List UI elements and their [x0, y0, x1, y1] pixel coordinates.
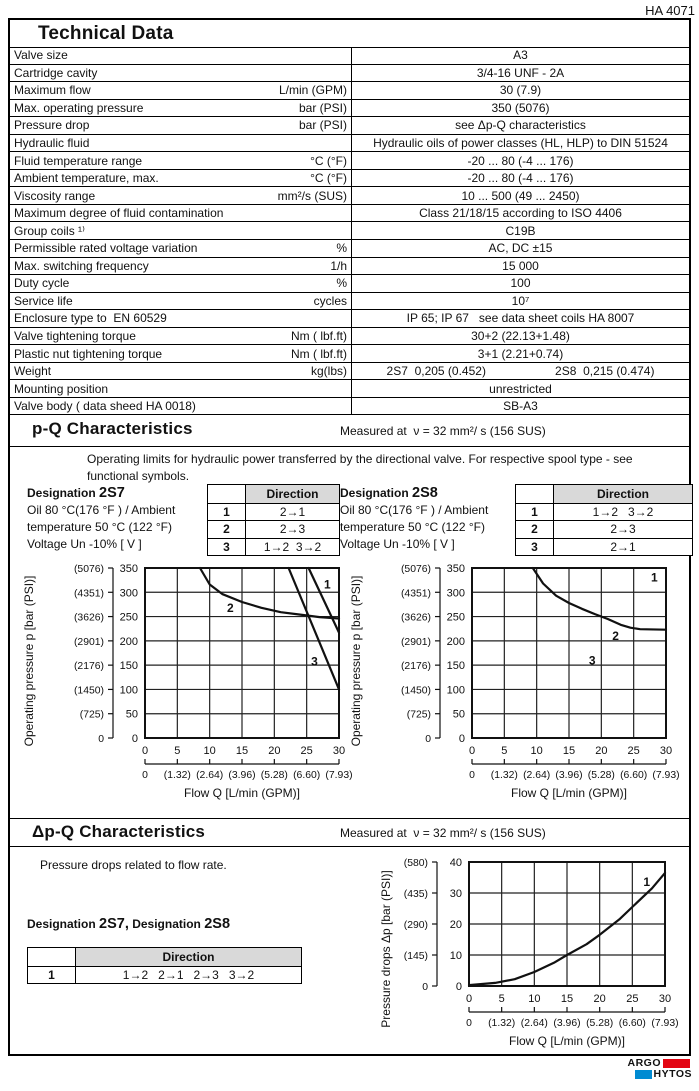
pq-intro-text: Operating limits for hydraulic power transferred by the directional valve. For respective spool type - see functional symbols. [87, 452, 633, 483]
direction-value: 2→3 [279, 522, 306, 537]
svg-text:100: 100 [119, 684, 138, 697]
logo-argo-text: ARGO [627, 1057, 661, 1069]
row-label: Cartridge cavity [14, 65, 98, 80]
section-title-pq: p-Q Characteristics [32, 418, 193, 438]
row-value-2s8: 2S8 0,215 (0.474) [555, 364, 655, 379]
svg-text:(7.93): (7.93) [651, 1018, 679, 1029]
pq-measured-note: Measured at ν = 32 mm²/ s (156 SUS) [340, 423, 546, 438]
svg-text:(6.60): (6.60) [618, 1018, 646, 1029]
svg-text:10: 10 [528, 993, 541, 1005]
row-value: see Δp-Q characteristics [455, 118, 586, 133]
svg-text:(2176): (2176) [73, 661, 104, 673]
table-row [10, 258, 689, 276]
dpq-chart [377, 852, 697, 1052]
svg-text:(4351): (4351) [73, 588, 104, 600]
row-unit: bar (PSI) [298, 100, 347, 115]
table-row [10, 293, 689, 311]
svg-text:Operating pressure p [bar (PSI: Operating pressure p [bar (PSI)] [349, 575, 363, 747]
row-unit: kg(lbs) [310, 364, 347, 379]
svg-text:350: 350 [119, 563, 138, 575]
direction-header: Direction [76, 948, 301, 966]
technical-data-header [10, 20, 689, 48]
direction-value: 2→1 [279, 504, 306, 519]
row-value: AC, DC ±15 [488, 241, 553, 256]
svg-text:350: 350 [446, 563, 465, 575]
dpq-measured-note: Measured at ν = 32 mm²/ s (156 SUS) [340, 826, 546, 840]
svg-text:(7.93): (7.93) [652, 770, 680, 781]
table-row [10, 170, 689, 188]
svg-text:(2.64): (2.64) [196, 770, 224, 781]
svg-text:1: 1 [324, 577, 331, 592]
row-label: Service life [14, 293, 73, 308]
logo-hytos-text: HYTOS [653, 1068, 692, 1080]
table-row [10, 398, 689, 416]
row-value: 100 [510, 276, 531, 291]
svg-text:250: 250 [119, 611, 138, 624]
svg-text:(3626): (3626) [73, 612, 104, 624]
designation-label: Designation [27, 486, 96, 500]
row-value: 15 000 [502, 258, 539, 273]
designation-code: 2S7 [99, 485, 125, 501]
svg-text:(580): (580) [403, 858, 428, 869]
svg-text:(1.32): (1.32) [490, 770, 518, 781]
row-unit: Nm ( lbf.ft) [291, 346, 347, 361]
svg-text:5: 5 [174, 745, 181, 757]
table-row [10, 205, 689, 223]
row-label: Mounting position [14, 381, 109, 396]
row-value: 10 ... 500 (49 ... 2450) [461, 188, 580, 203]
table-row [10, 345, 689, 363]
svg-text:20: 20 [595, 745, 608, 757]
svg-text:200: 200 [119, 635, 138, 648]
svg-text:(5.28): (5.28) [587, 770, 615, 781]
table-row [10, 328, 689, 346]
svg-text:(1.32): (1.32) [163, 770, 191, 781]
svg-text:Flow Q [L/min (GPM)]: Flow Q [L/min (GPM)] [183, 786, 301, 800]
row-value-2s7: 2S7 0,205 (0.452) [386, 364, 486, 379]
direction-header: Direction [554, 485, 692, 503]
svg-text:0: 0 [142, 770, 148, 781]
svg-text:Pressure drops Δp [bar (PSI)]: Pressure drops Δp [bar (PSI)] [379, 870, 393, 1028]
dpq-designation-line: Designation 2S7, Designation 2S8 [27, 916, 231, 932]
logo-red-block [663, 1059, 690, 1068]
svg-text:0: 0 [98, 734, 104, 745]
svg-text:20: 20 [449, 919, 462, 931]
row-value: 350 (5076) [491, 100, 550, 115]
svg-text:(2176): (2176) [400, 661, 431, 673]
svg-text:250: 250 [446, 611, 465, 624]
svg-text:(5076): (5076) [400, 564, 431, 575]
row-unit: % [336, 241, 347, 256]
svg-text:15: 15 [562, 745, 576, 757]
svg-text:(1450): (1450) [400, 685, 431, 697]
svg-text:30: 30 [449, 888, 462, 900]
row-unit: bar (PSI) [298, 118, 347, 133]
row-label: Valve tightening torque [14, 329, 136, 344]
svg-text:(725): (725) [406, 709, 431, 721]
table-row [10, 117, 689, 135]
table-row [10, 275, 689, 293]
svg-text:2: 2 [227, 600, 234, 615]
row-label: Enclosure type to EN 60529 [14, 311, 167, 326]
row-label: Duty cycle [14, 276, 70, 291]
direction-header: Direction [246, 485, 339, 503]
svg-text:300: 300 [446, 587, 465, 600]
designation-label: Designation [340, 486, 409, 500]
row-label: Group coils ¹⁾ [14, 223, 85, 238]
row-value: Class 21/18/15 according to ISO 4406 [419, 206, 622, 221]
row-unit: Nm ( lbf.ft) [291, 329, 347, 344]
row-label: Hydraulic fluid [14, 136, 90, 150]
direction-table-2s8: Direction 1 1→2 3→2 2 2→3 3 2→1 [515, 484, 693, 556]
svg-text:0: 0 [465, 993, 473, 1005]
direction-value: 1→2 3→2 [263, 539, 322, 554]
table-row [10, 310, 689, 328]
svg-text:(5076): (5076) [73, 564, 104, 575]
row-value: unrestricted [489, 381, 552, 396]
row-unit: 1/h [330, 258, 347, 273]
argo-hytos-logo [628, 1058, 693, 1080]
dpq-intro-text: Pressure drops related to flow rate. [40, 858, 227, 872]
svg-text:(3.96): (3.96) [555, 770, 583, 781]
svg-text:150: 150 [446, 660, 465, 673]
direction-value: 2→1 [610, 539, 636, 554]
svg-text:0: 0 [425, 734, 431, 745]
direction-value: 2→3 [610, 522, 636, 537]
row-unit: L/min (GPM) [278, 83, 347, 98]
svg-text:(2.64): (2.64) [523, 770, 551, 781]
svg-text:25: 25 [626, 993, 639, 1005]
row-unit: °C (°F) [310, 171, 347, 186]
dpq-section-header [10, 818, 689, 847]
designation-2s8-block: Designation 2S8 Oil 80 °C(176 °F ) / Ambient temperature 50 °C (122 °F) Voltage Un -10% [ V ] [340, 485, 489, 551]
svg-text:0: 0 [466, 1018, 472, 1029]
svg-text:(2901): (2901) [73, 636, 104, 648]
svg-text:20: 20 [268, 745, 281, 757]
row-unit: % [336, 276, 347, 291]
pq-chart-2s7 [20, 558, 352, 810]
row-value: SB-A3 [503, 399, 538, 414]
svg-text:300: 300 [119, 587, 138, 600]
row-value: 3+1 (2.21+0.74) [477, 346, 564, 361]
table-row [10, 222, 689, 240]
svg-text:Flow Q [L/min (GPM)]: Flow Q [L/min (GPM)] [510, 786, 628, 800]
direction-value: 1→2 3→2 [592, 504, 654, 519]
row-label: Weight [14, 364, 52, 379]
svg-text:25: 25 [627, 745, 640, 757]
table-row [10, 100, 689, 118]
table-row [10, 187, 689, 205]
svg-text:(145): (145) [403, 951, 428, 962]
row-unit: cycles [313, 293, 347, 308]
svg-text:(3.96): (3.96) [228, 770, 256, 781]
svg-text:(1.32): (1.32) [488, 1018, 516, 1029]
row-label: Valve size [14, 48, 68, 63]
svg-text:0: 0 [455, 981, 462, 993]
logo-blue-block [635, 1070, 652, 1079]
svg-text:3: 3 [588, 653, 596, 668]
row-label: Permissible rated voltage variation [14, 241, 198, 256]
svg-text:5: 5 [501, 745, 508, 757]
svg-text:0: 0 [458, 733, 465, 745]
direction-table-dpq: Direction 1 1→2 2→1 2→3 3→2 [27, 947, 302, 984]
page-frame [8, 18, 691, 1056]
svg-text:50: 50 [452, 708, 465, 721]
table-row-weight [10, 363, 689, 381]
technical-data-table [10, 47, 689, 415]
svg-text:(3626): (3626) [400, 612, 431, 624]
svg-text:(2901): (2901) [400, 636, 431, 648]
row-value: 30 (7.9) [499, 83, 542, 98]
row-value: 3/4-16 UNF - 2A [476, 65, 565, 80]
section-title-dpq: Δp-Q Characteristics [32, 822, 206, 841]
svg-text:(2.64): (2.64) [520, 1018, 548, 1029]
row-value: 30+2 (22.13+1.48) [471, 329, 570, 344]
svg-text:20: 20 [593, 993, 606, 1005]
table-row [10, 380, 689, 398]
svg-text:10: 10 [449, 950, 462, 962]
row-value: -20 ... 80 (-4 ... 176) [467, 153, 574, 168]
svg-text:40: 40 [449, 857, 462, 869]
row-label: Max. switching frequency [14, 258, 149, 273]
svg-text:0: 0 [468, 745, 476, 757]
table-row [10, 135, 689, 153]
row-label: Maximum flow [14, 83, 91, 98]
svg-text:1: 1 [643, 875, 651, 890]
svg-text:(725): (725) [79, 709, 104, 721]
svg-text:(6.60): (6.60) [293, 770, 321, 781]
row-value: 10⁷ [511, 293, 530, 308]
designation-code: 2S8 [412, 485, 438, 501]
table-row [10, 47, 689, 65]
svg-text:(7.93): (7.93) [325, 770, 353, 781]
svg-text:150: 150 [119, 660, 138, 673]
svg-text:Operating pressure p [bar (PSI: Operating pressure p [bar (PSI)] [22, 575, 36, 747]
svg-text:200: 200 [446, 635, 465, 648]
row-label: Maximum degree of fluid contamination [14, 206, 224, 221]
svg-text:15: 15 [560, 993, 574, 1005]
direction-table-2s7: Direction 1 2→1 2 2→3 3 1→2 3→2 [207, 484, 340, 556]
svg-text:30: 30 [658, 993, 672, 1005]
svg-text:25: 25 [300, 745, 313, 757]
svg-text:(1450): (1450) [73, 685, 104, 697]
svg-text:(4351): (4351) [400, 588, 431, 600]
svg-text:0: 0 [469, 770, 475, 781]
svg-text:(5.28): (5.28) [586, 1018, 614, 1029]
svg-text:Flow Q [L/min (GPM)]: Flow Q [L/min (GPM)] [508, 1034, 626, 1048]
row-label: Viscosity range [14, 188, 96, 203]
svg-text:100: 100 [446, 684, 465, 697]
svg-text:5: 5 [498, 993, 505, 1005]
row-value: Hydraulic oils of power classes (HL, HLP) to DIN 51524 [373, 136, 668, 150]
table-row [10, 82, 689, 100]
svg-text:(5.28): (5.28) [260, 770, 288, 781]
svg-text:1: 1 [651, 570, 658, 585]
svg-text:3: 3 [311, 654, 318, 669]
table-row [10, 152, 689, 170]
table-row [10, 240, 689, 258]
row-unit: mm²/s (SUS) [277, 188, 347, 203]
svg-text:15: 15 [235, 745, 249, 757]
svg-text:10: 10 [530, 745, 543, 757]
svg-text:2: 2 [612, 629, 619, 643]
row-value: -20 ... 80 (-4 ... 176) [467, 171, 574, 186]
svg-text:(6.60): (6.60) [620, 770, 648, 781]
pq-chart-2s8 [347, 558, 679, 810]
row-label: Valve body ( data sheed HA 0018) [14, 399, 196, 414]
section-title-technical-data: Technical Data [38, 23, 174, 44]
svg-text:10: 10 [203, 745, 216, 757]
doc-number: HA 4071 [645, 3, 695, 18]
row-label: Plastic nut tightening torque [14, 346, 163, 361]
direction-value: 1→2 2→1 2→3 3→2 [122, 967, 255, 982]
row-label: Fluid temperature range [14, 153, 143, 168]
row-label: Max. operating pressure [14, 100, 144, 115]
svg-text:(435): (435) [403, 889, 428, 900]
row-value: C19B [505, 223, 536, 238]
svg-text:0: 0 [141, 745, 149, 757]
svg-text:0: 0 [422, 982, 428, 993]
designation-2s7-block: Designation 2S7 Oil 80 °C(176 °F ) / Ambient temperature 50 °C (122 °F) Voltage Un -10% [ V ] [27, 485, 176, 551]
svg-text:50: 50 [125, 708, 138, 721]
pq-section-header [10, 416, 689, 447]
svg-text:(3.96): (3.96) [553, 1018, 581, 1029]
row-value: A3 [513, 48, 528, 63]
row-unit: °C (°F) [310, 153, 347, 168]
row-label: Ambient temperature, max. [14, 171, 159, 186]
svg-text:0: 0 [131, 733, 138, 745]
svg-text:30: 30 [332, 745, 346, 757]
table-row [10, 65, 689, 83]
svg-text:30: 30 [659, 745, 673, 757]
row-label: Pressure drop [14, 118, 90, 133]
svg-text:(290): (290) [403, 920, 428, 931]
row-value: IP 65; IP 67 see data sheet coils HA 8007 [406, 311, 635, 326]
